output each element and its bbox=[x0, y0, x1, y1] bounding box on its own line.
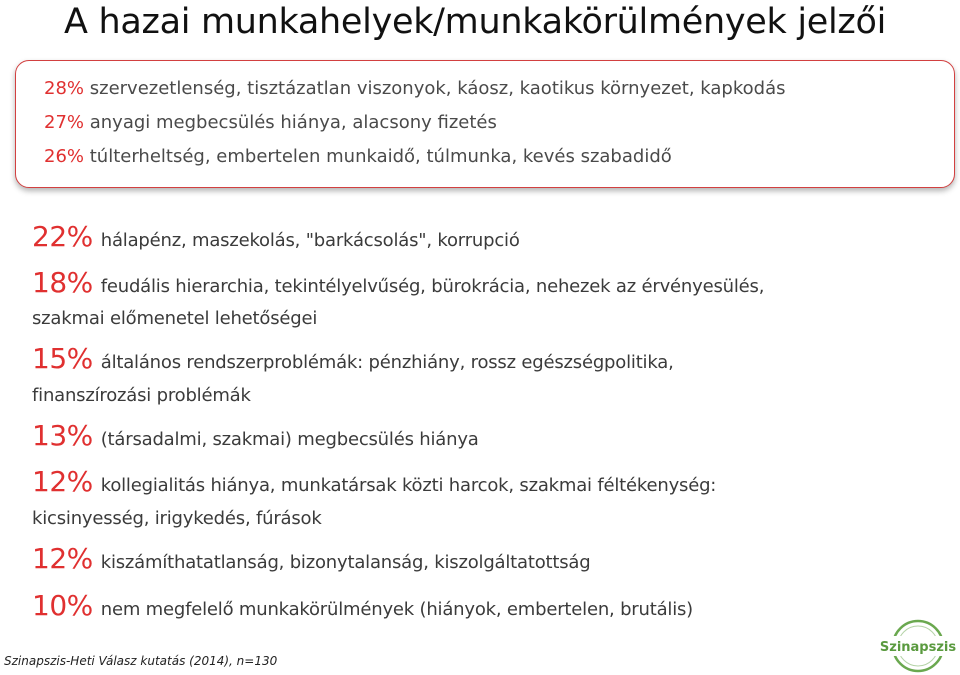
highlight-line bbox=[44, 111, 497, 135]
item-continuation: finanszírozási problémák bbox=[32, 385, 251, 406]
item-text: nem megfelelő munkakörülmények (hiányok, embertelen, brutális) bbox=[100, 599, 694, 620]
list-item bbox=[32, 417, 479, 459]
szinapszis-logo bbox=[880, 618, 956, 674]
item-percent: 10% bbox=[32, 589, 93, 622]
highlight-text: anyagi megbecsülés hiánya, alacsony fizetés bbox=[84, 112, 497, 133]
item-continuation: szakmai előmenetel lehetőségei bbox=[32, 308, 318, 329]
item-continuation: kicsinyesség, irigykedés, fúrások bbox=[32, 508, 322, 529]
highlight-percent: 28% bbox=[44, 78, 85, 99]
source-note: Szinapszis-Heti Válasz kutatás (2014), n=130 bbox=[4, 654, 278, 668]
item-text: feudális hierarchia, tekintélyelvűség, bürokrácia, nehezek az érvényesülés, bbox=[100, 276, 765, 297]
item-percent: 22% bbox=[32, 220, 93, 253]
item-percent: 12% bbox=[32, 542, 93, 575]
highlight-percent: 26% bbox=[44, 146, 85, 167]
list-item bbox=[32, 540, 591, 582]
item-text: hálapénz, maszekolás, "barkácsolás", korrupció bbox=[100, 230, 520, 251]
highlight-text: túlterheltség, embertelen munkaidő, túlmunka, kevés szabadidő bbox=[84, 146, 672, 167]
page-title: A hazai munkahelyek/munkakörülmények jelzői bbox=[64, 2, 887, 42]
highlight-text: szervezetlenség, tisztázatlan viszonyok, káosz, kaotikus környezet, kapkodás bbox=[84, 78, 786, 99]
highlight-percent: 27% bbox=[44, 112, 85, 133]
highlight-line bbox=[44, 77, 786, 101]
list-item bbox=[32, 463, 716, 505]
item-percent: 12% bbox=[32, 465, 93, 498]
item-percent: 13% bbox=[32, 419, 93, 452]
list-item bbox=[32, 587, 693, 629]
item-text: kollegialitás hiánya, munkatársak közti harcok, szakmai féltékenység: bbox=[100, 475, 717, 496]
item-percent: 18% bbox=[32, 266, 93, 299]
highlight-box bbox=[15, 60, 955, 188]
list-item bbox=[32, 218, 520, 260]
item-text: általános rendszerproblémák: pénzhiány, rossz egészségpolitika, bbox=[100, 352, 674, 373]
item-percent: 15% bbox=[32, 342, 93, 375]
item-text: kiszámíthatatlanság, bizonytalanság, kiszolgáltatottság bbox=[100, 552, 591, 573]
highlight-line bbox=[44, 145, 672, 169]
list-item bbox=[32, 264, 764, 306]
logo-text: Szinapszis bbox=[880, 640, 956, 655]
item-text: (társadalmi, szakmai) megbecsülés hiánya bbox=[100, 429, 479, 450]
list-item bbox=[32, 340, 674, 382]
